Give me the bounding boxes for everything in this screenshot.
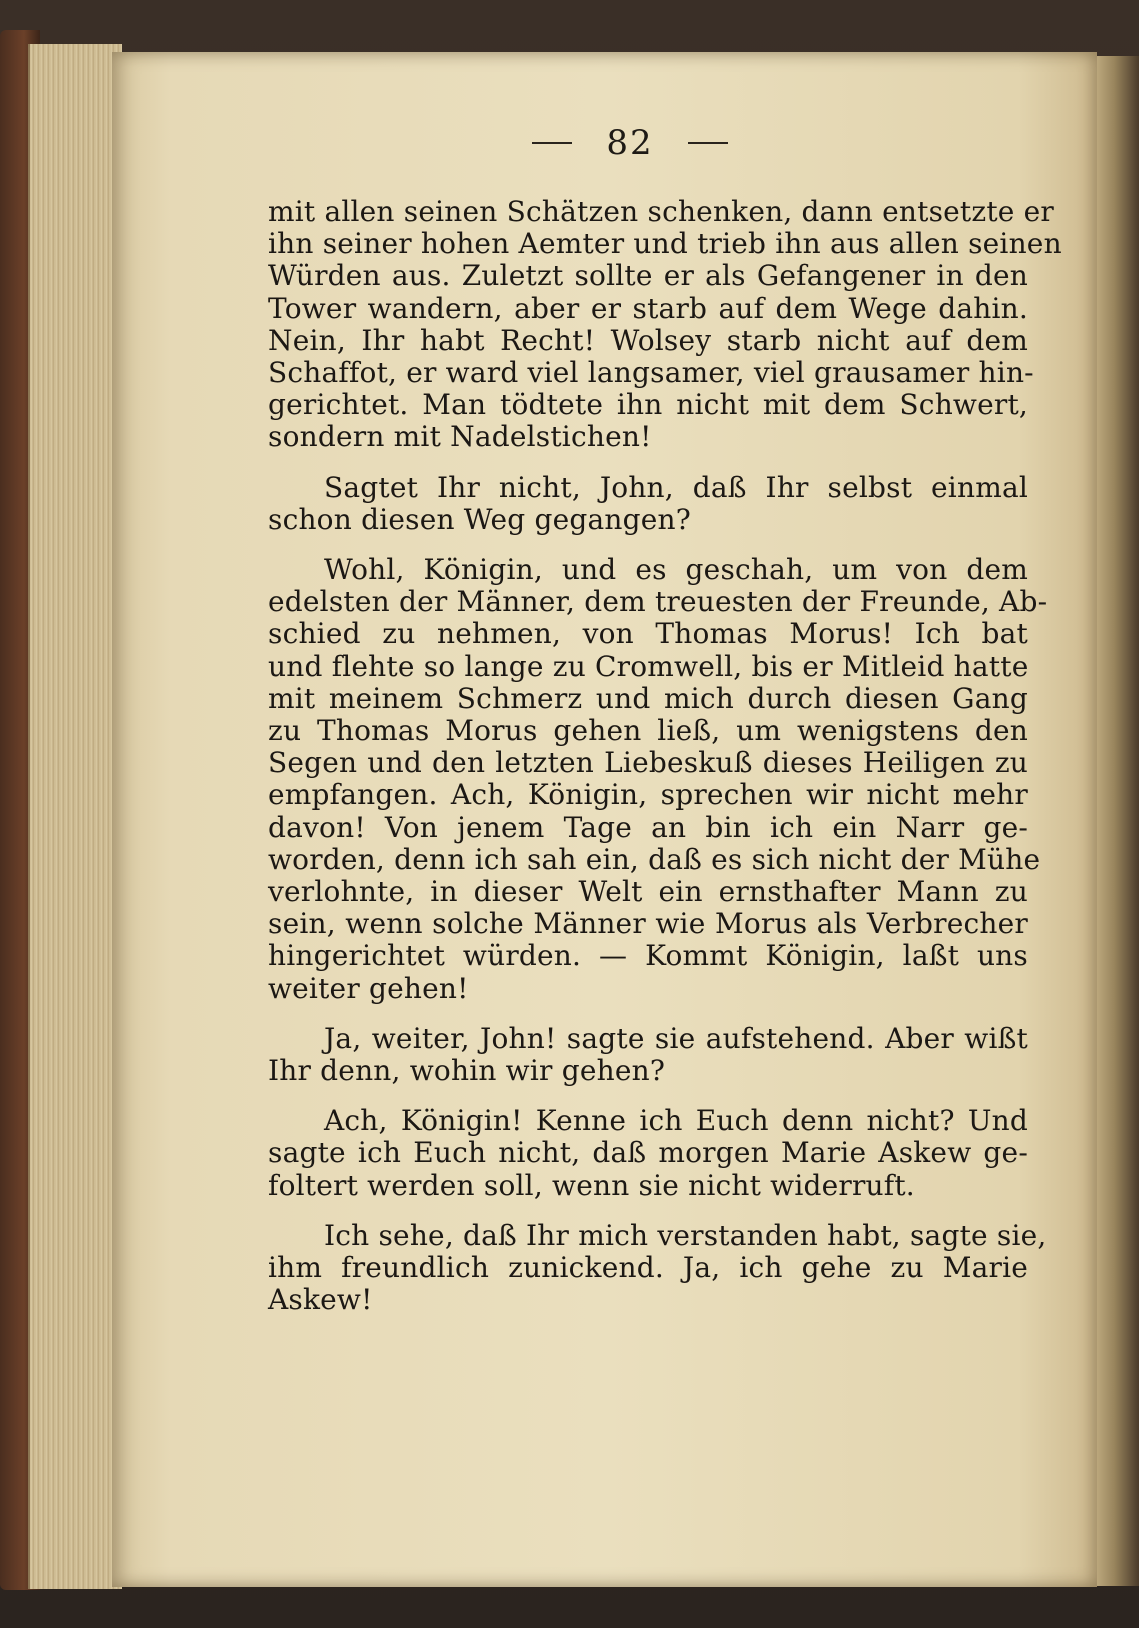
text-line: Würden aus. Zuletzt sollte er als Gefangener in den [268,259,1028,293]
text-line: Ihr denn, wohin wir gehen? [268,1054,666,1088]
header-dash-right [688,142,728,144]
page-header [420,118,840,168]
paragraph-1 [268,195,1062,454]
paragraph-4 [268,1023,1028,1087]
paragraph-3 [268,553,1048,1005]
text-line: ihn seiner hohen Aemter und trieb ihn aus allen seinen [268,227,1062,261]
text-line: Ach, Königin! Kenne ich Euch denn nicht? Und [324,1104,1028,1138]
page-stack-edges [28,44,122,1589]
text-line: ihm freundlich zunickend. Ja, ich gehe zu Marie [268,1251,1028,1285]
text-line: Askew! [268,1283,373,1317]
text-line: und flehte so lange zu Cromwell, bis er Mitleid hatte [268,649,1029,683]
text-line: zu Thomas Morus gehen ließ, um wenigstens den [268,714,1028,748]
text-line: edelsten der Männer, dem treuesten der Freunde, Ab- [268,585,1048,619]
paragraph-6 [268,1218,1047,1317]
text-line: empfangen. Ach, Königin, sprechen wir nicht mehr [268,778,1028,812]
text-line: sondern mit Nadelstichen! [268,420,652,454]
text-line: verlohnte, in dieser Welt ein ernsthafter Mann zu [268,875,1028,909]
text-line: Wohl, Königin, und es geschah, um von dem [324,553,1028,587]
page-number: 82 [606,123,654,163]
text-line: sein, wenn solche Männer wie Morus als Verbrecher [268,907,1028,941]
text-line: worden, denn ich sah ein, daß es sich nicht der Mühe [268,842,1041,876]
text-line: Nein, Ihr habt Recht! Wolsey starb nicht auf dem [268,323,1028,357]
facing-page-edge [1097,56,1139,1586]
text-line: foltert werden soll, wenn sie nicht widerruft. [268,1168,915,1202]
paragraph-5 [268,1105,1028,1202]
text-line: schied zu nehmen, von Thomas Morus! Ich bat [268,617,1028,651]
text-line: Ich sehe, daß Ihr mich verstanden habt, sagte sie, [324,1218,1047,1252]
text-line: Tower wandern, aber er starb auf dem Wege dahin. [268,291,1028,325]
text-line: hingerichtet würden. — Kommt Königin, laßt uns [268,939,1028,973]
text-line: Schaffot, er ward viel langsamer, viel grausamer hin- [268,356,1034,390]
header-dash-left [532,142,572,144]
text-line: mit meinem Schmerz und mich durch diesen Gang [268,681,1028,715]
text-line: Ja, weiter, John! sagte sie aufstehend. Aber wißt [324,1021,1028,1055]
text-line: gerichtet. Man tödtete ihn nicht mit dem Schwert, [268,388,1028,422]
text-line: Sagtet Ihr nicht, John, daß Ihr selbst einmal [324,470,1028,504]
text-line: sagte ich Euch nicht, daß morgen Marie Askew ge- [268,1136,1028,1170]
paragraph-2 [268,472,1028,536]
text-line: Segen und den letzten Liebeskuß dieses Heiligen zu [268,746,1028,780]
page-body-text [268,195,1062,1317]
text-line: weiter gehen! [268,971,469,1005]
text-line: mit allen seinen Schätzen schenken, dann entsetzte er [268,195,1055,228]
text-line: schon diesen Weg gegangen? [268,502,691,536]
text-line: davon! Von jenem Tage an bin ich ein Narr ge- [268,810,1028,844]
